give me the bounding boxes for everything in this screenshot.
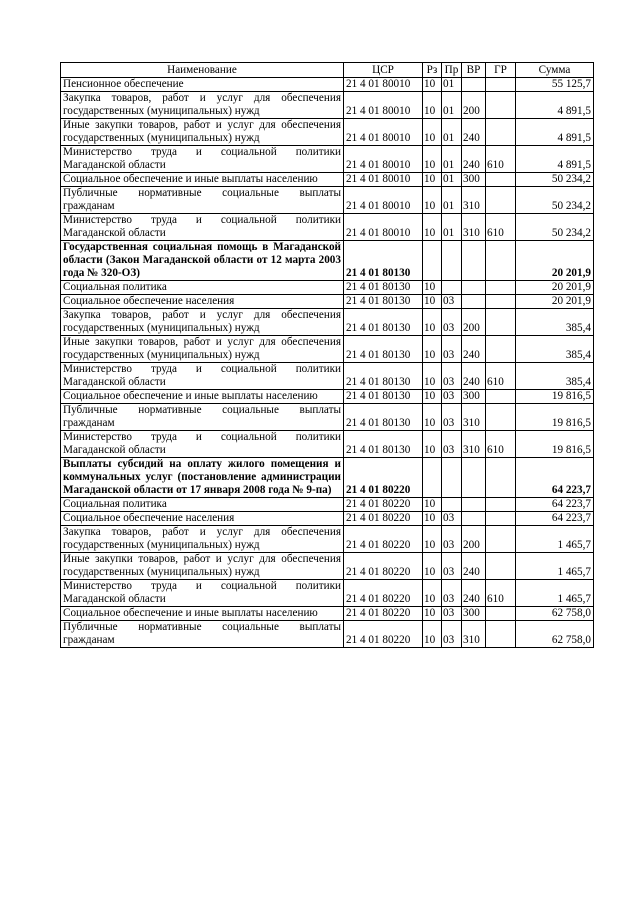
cell-vr: 200 [462, 309, 486, 336]
cell-gr [486, 526, 516, 553]
cell-vr [462, 295, 486, 309]
cell-sum: 1 465,7 [516, 526, 594, 553]
cell-csr: 21 4 01 80130 [344, 295, 423, 309]
cell-name: Министерство труда и социальной политики Магаданской области [61, 580, 344, 607]
table-row [61, 78, 594, 92]
cell-sum: 4 891,5 [516, 92, 594, 119]
cell-rz: 10 [423, 281, 442, 295]
table-row [61, 431, 594, 458]
cell-sum: 19 816,5 [516, 431, 594, 458]
cell-csr: 21 4 01 80010 [344, 187, 423, 214]
cell-name: Социальная политика [61, 498, 344, 512]
table-row [61, 621, 594, 648]
cell-pr [442, 498, 462, 512]
cell-rz: 10 [423, 553, 442, 580]
table-row [61, 512, 594, 526]
table-row [61, 404, 594, 431]
cell-rz: 10 [423, 526, 442, 553]
cell-sum: 385,4 [516, 336, 594, 363]
header-sum: Сумма [516, 63, 594, 78]
cell-rz: 10 [423, 336, 442, 363]
cell-name: Министерство труда и социальной политики Магаданской области [61, 431, 344, 458]
cell-pr: 01 [442, 119, 462, 146]
cell-gr [486, 607, 516, 621]
cell-csr: 21 4 01 80220 [344, 512, 423, 526]
cell-gr [486, 92, 516, 119]
table-row [61, 336, 594, 363]
cell-rz: 10 [423, 78, 442, 92]
cell-sum: 19 816,5 [516, 404, 594, 431]
cell-gr [486, 553, 516, 580]
table-row [61, 187, 594, 214]
cell-vr: 200 [462, 92, 486, 119]
cell-pr: 01 [442, 146, 462, 173]
table-row [61, 390, 594, 404]
cell-gr [486, 512, 516, 526]
cell-rz: 10 [423, 214, 442, 241]
cell-rz: 10 [423, 621, 442, 648]
cell-name: Социальная политика [61, 281, 344, 295]
cell-vr: 240 [462, 336, 486, 363]
cell-rz: 10 [423, 607, 442, 621]
cell-name: Социальное обеспечение и иные выплаты населению [61, 390, 344, 404]
cell-rz: 10 [423, 404, 442, 431]
cell-pr: 03 [442, 431, 462, 458]
cell-pr: 01 [442, 78, 462, 92]
cell-gr [486, 458, 516, 498]
cell-gr [486, 309, 516, 336]
cell-csr: 21 4 01 80220 [344, 553, 423, 580]
cell-name: Иные закупки товаров, работ и услуг для обеспечения государственных (муниципальных) нужд [61, 553, 344, 580]
cell-rz: 10 [423, 363, 442, 390]
header-rz: Рз [423, 63, 442, 78]
table-row [61, 241, 594, 281]
cell-csr: 21 4 01 80220 [344, 458, 423, 498]
cell-sum: 50 234,2 [516, 173, 594, 187]
cell-vr [462, 241, 486, 281]
cell-csr: 21 4 01 80130 [344, 431, 423, 458]
cell-csr: 21 4 01 80010 [344, 78, 423, 92]
cell-vr: 200 [462, 526, 486, 553]
table-row [61, 363, 594, 390]
table-row [61, 92, 594, 119]
cell-rz: 10 [423, 146, 442, 173]
cell-sum: 1 465,7 [516, 580, 594, 607]
cell-rz: 10 [423, 580, 442, 607]
cell-vr: 240 [462, 363, 486, 390]
table-row [61, 309, 594, 336]
cell-name: Социальное обеспечение и иные выплаты населению [61, 173, 344, 187]
cell-name: Государственная социальная помощь в Магаданской области (Закон Магаданской области от 12 марта 2003 года № 320-ОЗ) [61, 241, 344, 281]
cell-rz: 10 [423, 498, 442, 512]
cell-sum: 50 234,2 [516, 214, 594, 241]
cell-sum: 62 758,0 [516, 621, 594, 648]
cell-pr: 03 [442, 512, 462, 526]
cell-rz: 10 [423, 92, 442, 119]
cell-pr: 03 [442, 607, 462, 621]
cell-pr: 03 [442, 390, 462, 404]
cell-name: Пенсионное обеспечение [61, 78, 344, 92]
table-row [61, 146, 594, 173]
cell-name: Министерство труда и социальной политики Магаданской области [61, 363, 344, 390]
table-row [61, 607, 594, 621]
cell-gr: 610 [486, 580, 516, 607]
cell-sum: 385,4 [516, 309, 594, 336]
cell-gr [486, 187, 516, 214]
cell-name: Публичные нормативные социальные выплаты гражданам [61, 621, 344, 648]
cell-pr: 03 [442, 621, 462, 648]
cell-pr [442, 281, 462, 295]
cell-sum: 20 201,9 [516, 295, 594, 309]
cell-gr [486, 281, 516, 295]
cell-vr: 310 [462, 621, 486, 648]
table-row [61, 458, 594, 498]
cell-name: Социальное обеспечение населения [61, 512, 344, 526]
cell-gr: 610 [486, 146, 516, 173]
cell-name: Социальное обеспечение населения [61, 295, 344, 309]
cell-pr: 01 [442, 173, 462, 187]
cell-rz: 10 [423, 173, 442, 187]
cell-vr [462, 458, 486, 498]
cell-csr: 21 4 01 80130 [344, 363, 423, 390]
cell-name: Иные закупки товаров, работ и услуг для обеспечения государственных (муниципальных) нужд [61, 119, 344, 146]
cell-rz: 10 [423, 512, 442, 526]
table-row [61, 498, 594, 512]
cell-rz: 10 [423, 390, 442, 404]
cell-csr: 21 4 01 80010 [344, 92, 423, 119]
cell-name: Иные закупки товаров, работ и услуг для обеспечения государственных (муниципальных) нужд [61, 336, 344, 363]
cell-name: Министерство труда и социальной политики Магаданской области [61, 214, 344, 241]
cell-gr: 610 [486, 431, 516, 458]
cell-gr [486, 621, 516, 648]
document-page [60, 62, 593, 648]
cell-sum: 20 201,9 [516, 281, 594, 295]
cell-vr: 240 [462, 553, 486, 580]
cell-name: Социальное обеспечение и иные выплаты населению [61, 607, 344, 621]
cell-pr: 01 [442, 214, 462, 241]
cell-pr [442, 458, 462, 498]
cell-csr: 21 4 01 80130 [344, 336, 423, 363]
table-row [61, 553, 594, 580]
cell-rz: 10 [423, 187, 442, 214]
cell-pr: 03 [442, 295, 462, 309]
cell-gr [486, 119, 516, 146]
cell-vr: 240 [462, 119, 486, 146]
cell-csr: 21 4 01 80010 [344, 119, 423, 146]
cell-vr: 300 [462, 390, 486, 404]
cell-name: Закупка товаров, работ и услуг для обеспечения государственных (муниципальных) нужд [61, 309, 344, 336]
budget-table [60, 62, 594, 648]
cell-csr: 21 4 01 80130 [344, 404, 423, 431]
cell-sum: 19 816,5 [516, 390, 594, 404]
cell-rz: 10 [423, 295, 442, 309]
table-row [61, 295, 594, 309]
cell-sum: 62 758,0 [516, 607, 594, 621]
cell-gr [486, 336, 516, 363]
cell-name: Закупка товаров, работ и услуг для обеспечения государственных (муниципальных) нужд [61, 92, 344, 119]
cell-pr [442, 241, 462, 281]
cell-gr [486, 390, 516, 404]
cell-name: Министерство труда и социальной политики Магаданской области [61, 146, 344, 173]
cell-sum: 20 201,9 [516, 241, 594, 281]
cell-pr: 03 [442, 336, 462, 363]
cell-sum: 64 223,7 [516, 498, 594, 512]
table-header-row [61, 63, 594, 78]
cell-csr: 21 4 01 80130 [344, 241, 423, 281]
header-name: Наименование [61, 63, 344, 78]
cell-vr [462, 78, 486, 92]
cell-pr: 03 [442, 553, 462, 580]
cell-pr: 03 [442, 404, 462, 431]
cell-gr [486, 404, 516, 431]
cell-sum: 50 234,2 [516, 187, 594, 214]
cell-gr [486, 173, 516, 187]
cell-pr: 03 [442, 580, 462, 607]
cell-csr: 21 4 01 80220 [344, 498, 423, 512]
cell-vr: 310 [462, 431, 486, 458]
cell-vr [462, 512, 486, 526]
cell-rz: 10 [423, 119, 442, 146]
cell-name: Публичные нормативные социальные выплаты гражданам [61, 187, 344, 214]
cell-pr: 03 [442, 309, 462, 336]
cell-vr: 310 [462, 404, 486, 431]
table-row [61, 580, 594, 607]
cell-vr [462, 498, 486, 512]
cell-csr: 21 4 01 80220 [344, 621, 423, 648]
cell-pr: 03 [442, 526, 462, 553]
cell-sum: 55 125,7 [516, 78, 594, 92]
cell-rz: 10 [423, 309, 442, 336]
cell-sum: 4 891,5 [516, 146, 594, 173]
cell-pr: 01 [442, 187, 462, 214]
cell-gr [486, 498, 516, 512]
cell-vr [462, 281, 486, 295]
cell-name: Публичные нормативные социальные выплаты гражданам [61, 404, 344, 431]
header-pr: Пр [442, 63, 462, 78]
cell-csr: 21 4 01 80220 [344, 526, 423, 553]
cell-sum: 385,4 [516, 363, 594, 390]
cell-name: Выплаты субсидий на оплату жилого помещения и коммунальных услуг (постановление администрации Магаданской области от 17 января 2008 года № 9-па) [61, 458, 344, 498]
cell-gr: 610 [486, 214, 516, 241]
cell-csr: 21 4 01 80220 [344, 607, 423, 621]
cell-csr: 21 4 01 80130 [344, 390, 423, 404]
table-row [61, 281, 594, 295]
cell-pr: 03 [442, 363, 462, 390]
cell-vr: 310 [462, 187, 486, 214]
cell-rz: 10 [423, 431, 442, 458]
cell-gr [486, 78, 516, 92]
cell-csr: 21 4 01 80220 [344, 580, 423, 607]
cell-rz [423, 241, 442, 281]
cell-gr [486, 241, 516, 281]
cell-vr: 240 [462, 146, 486, 173]
cell-csr: 21 4 01 80010 [344, 214, 423, 241]
cell-gr [486, 295, 516, 309]
cell-sum: 64 223,7 [516, 512, 594, 526]
cell-csr: 21 4 01 80130 [344, 309, 423, 336]
cell-vr: 310 [462, 214, 486, 241]
cell-name: Закупка товаров, работ и услуг для обеспечения государственных (муниципальных) нужд [61, 526, 344, 553]
cell-pr: 01 [442, 92, 462, 119]
cell-rz [423, 458, 442, 498]
table-body [61, 78, 594, 648]
header-vr: ВР [462, 63, 486, 78]
table-row [61, 173, 594, 187]
table-row [61, 214, 594, 241]
cell-gr: 610 [486, 363, 516, 390]
cell-csr: 21 4 01 80130 [344, 281, 423, 295]
header-gr: ГР [486, 63, 516, 78]
table-row [61, 119, 594, 146]
cell-sum: 4 891,5 [516, 119, 594, 146]
cell-vr: 300 [462, 607, 486, 621]
cell-csr: 21 4 01 80010 [344, 146, 423, 173]
cell-sum: 64 223,7 [516, 458, 594, 498]
cell-vr: 240 [462, 580, 486, 607]
cell-csr: 21 4 01 80010 [344, 173, 423, 187]
header-csr: ЦСР [344, 63, 423, 78]
cell-vr: 300 [462, 173, 486, 187]
cell-sum: 1 465,7 [516, 553, 594, 580]
table-row [61, 526, 594, 553]
